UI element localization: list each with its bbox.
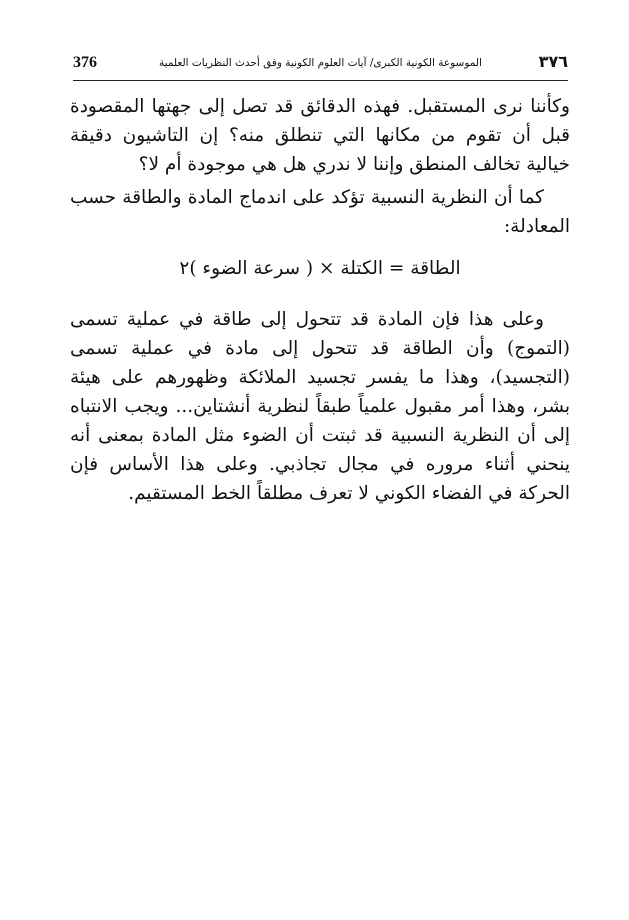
paragraph-3: وعلى هذا فإن المادة قد تتحول إلى طاقة في عملية تسمى (التموج) وأن الطاقة قد تتحول إلى مادة في عملية تسمى (التجسيد)، وهذا ما يفسر تجسيد الملائكة وظهورهم على هيئة بشر، وهذا أمر مقبول علمياً طبقاً لنظرية أنشتاين... ويجب الانتباه إلى أن النظرية النسبية قد ثبتت أن الضوء مثل المادة بمعنى أنه ينحني أثناء مروره في مجال تجاذبي. وعلى هذا الأساس فإن الحركة في الفضاء الكوني لا تعرف مطلقاً الخط المستقيم. [70,309,570,504]
paragraph-1: وكأننا نرى المستقبل. فهذه الدقائق قد تصل إلى جهتها المقصودة قبل أن تقوم من مكانها التي تنطلق منه؟ إن التاشيون دقيقة خيالية تخالف المنطق وإننا لا ندري هل هي موجودة أم لا؟ [70,96,570,175]
page-number-latin: 376 [73,54,97,71]
page-number-arabic: ٣٧٦ [538,52,568,71]
paragraph-2: كما أن النظرية النسبية تؤكد على اندماج المادة والطاقة حسب المعادلة: [70,187,570,237]
body-text [70,92,570,508]
mass-energy-equation: الطاقة = الكتلة × ( سرعة الضوء )٢ [179,258,461,279]
running-title: الموسوعة الكونية الكبرى/ آيات العلوم الكونية وفق أحدث النظريات العلمية [159,57,482,69]
page-header [73,52,568,81]
